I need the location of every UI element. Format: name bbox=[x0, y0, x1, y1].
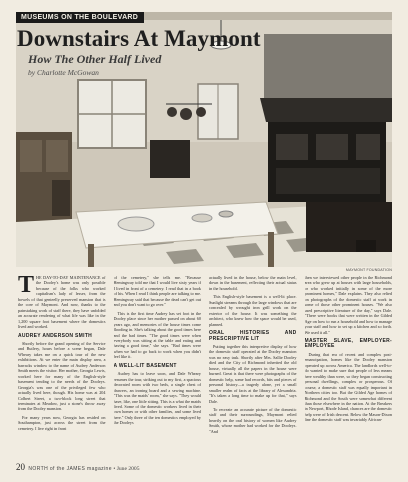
paragraph: of the cemetery," she tells me. "Because Hemingway told me that I would live sixty years if I lived in front of a cemetery. I read that in a book of his. When I read I think people are talking to me. Hemingway said that because the dead can't get out and you don't want to go over." bbox=[113, 275, 201, 308]
paragraph: This English-style basement is a well-lit place. Sunlight streams through the large windows that are concealed by wrought iron grill work on the exterior of the house. It was something the architect, who knew how the space would be used, planned. bbox=[209, 294, 297, 327]
issue-date: June 2005 bbox=[116, 466, 140, 472]
article-column-3 bbox=[209, 275, 297, 457]
subhead: How The Other Half Lived bbox=[28, 52, 162, 66]
article-column-1 bbox=[18, 275, 106, 457]
section-heading: AUDREY ANDERSON SMITH bbox=[18, 332, 93, 339]
paragraph: During that era of recent and complex post-emancipation, homes like the Dooley mansion operated up across America. The landlords well-to-do wanted to make sure that people of less means here wealthy than were, so they began constructing personal dwellings, complex or prosperous. Of course, a domestic staff was equally important in Northern cities too. But the Gilded Age homes of Richmond and the South were somewhat different than those elsewhere in the nation. At the Breakers in Newport, Rhode Island, chances are the domestic help were of Irish descent. Below the Mason-Dixon line the domestic staff was invariably African- bbox=[304, 351, 392, 423]
page-footer bbox=[16, 462, 140, 472]
paragraph: actually lived in the house, below the main level, down in the basement, reflecting their actual status in the household. bbox=[209, 275, 297, 291]
section-heading: ORAL HISTORIES AND PRESCRIPTIVE LIT bbox=[209, 330, 297, 342]
magazine-name: NORTH of the JAMES magazine bbox=[28, 466, 112, 472]
article-column-2 bbox=[114, 275, 202, 457]
paragraph: This is the first time Audrey has set foot in the Dooley place since her mother passed on about 60 years ago, and memories of the house times come flooding in. She's talking about the good times here and the bad times. "The good times were when everybody was sitting at the table and eating and having a good time," she says. "Bad times were when we had to go back to work when you didn't feel like it. bbox=[113, 310, 201, 360]
footer-separator: • bbox=[113, 466, 117, 472]
section-heading: MASTER SLAVE, EMPLOYER-EMPLOYEE bbox=[304, 337, 392, 350]
section-tag: MUSEUMS ON THE BOULEVARD bbox=[16, 12, 144, 23]
paragraph: then we interviewed other people in the Richmond area who grew up at houses with large households, or who worked initially in some of the more prominent homes," Dale explains. They also relied on photographs of the domestic staff at work in some of those other prominent houses. "We also used prescriptive literature of the day," says Dale. "There were books that were written in the Gilded Age on how to run a household and how to manage your staff and how to set up a kitchen and so forth. We used it all." bbox=[304, 275, 392, 335]
article-column-4 bbox=[305, 275, 393, 457]
section-heading: A WELL-LIT BASEMENT bbox=[113, 362, 177, 369]
article-body bbox=[18, 275, 392, 457]
photo-credit: MAYMONT FOUNDATION bbox=[345, 268, 392, 272]
paragraph: THE DAY-TO-DAY MAINTENANCE of the Dooley's home was only possible because of the folks who worked capitalism's lady of lesser, from the bowels of that genteelly preserved mansion that is the core of Maymont. And now, thanks to the painstaking work of staff there, they have unfolded an accurate rendering of what life was like in the 1,200 square foot basement where the domestics lived and worked. bbox=[18, 275, 106, 330]
headline: Downstairs At Maymont bbox=[17, 26, 261, 51]
page-number: 20 bbox=[16, 462, 25, 472]
paragraph: For many years now, Georgia has resided on Southampton, just across the street from the cemetery. I live right in front bbox=[18, 414, 106, 431]
paragraph: To recreate an accurate picture of the domestic staff and their surroundings, Maymont relied heavily on the oral history of women like Audrey Smith, whose mother had worked for the Dooleys. "And bbox=[209, 406, 297, 434]
paragraph: Audrey has to leave soon, and Dale Wheary resumes the tour, striking out to my first, a spacious decorated room with two beds, a single chest of drawers, an ironing board and a sewing machine. "This was the maids' room," she says. "They would have, like, one little sitting. This is a what the maids lived. Some of the domestic workers lived in their own homes or with other families, and some lived here." Only three of the ten domestics employed by the Dooleys bbox=[113, 371, 201, 426]
drop-cap: T bbox=[18, 275, 35, 298]
paragraph: Putting together this interpretive display of how the domestic staff operated at the Dooley mansion was no easy task. Shortly after Mrs. Sallie Dooley died and the City of Richmond inherited the old house, virtually all the papers in the house were burned. Great is that there were photographs of the domestic help, some had records, bits and pieces of personal history—a tragedy alone, yet a small smaller realm of facts at the library of Alexandria. "It's taken a long time to make up for that," says Dale. bbox=[209, 343, 297, 404]
byline: by Charlotte McGowan bbox=[28, 68, 99, 77]
paragraph: Shortly before the grand opening of the Service and Butlery, hours before a scene began, Dale Wheary takes me on a quick tour of the new exhibitions. At we enter the main display area, a barracks window to the name of Audrey Anderson Smith meets the visitor. Her mother, Georgia Lewis, worked here for many of the English-style basement tending to the needs of the Dooleys. Georgia's was one of the privileged few who actually lived here, though. His home was at 204 Colbert Street, a two-block long street that terminates at Meadow, just a stone's throw away from the Dooley mansion. bbox=[18, 340, 106, 412]
